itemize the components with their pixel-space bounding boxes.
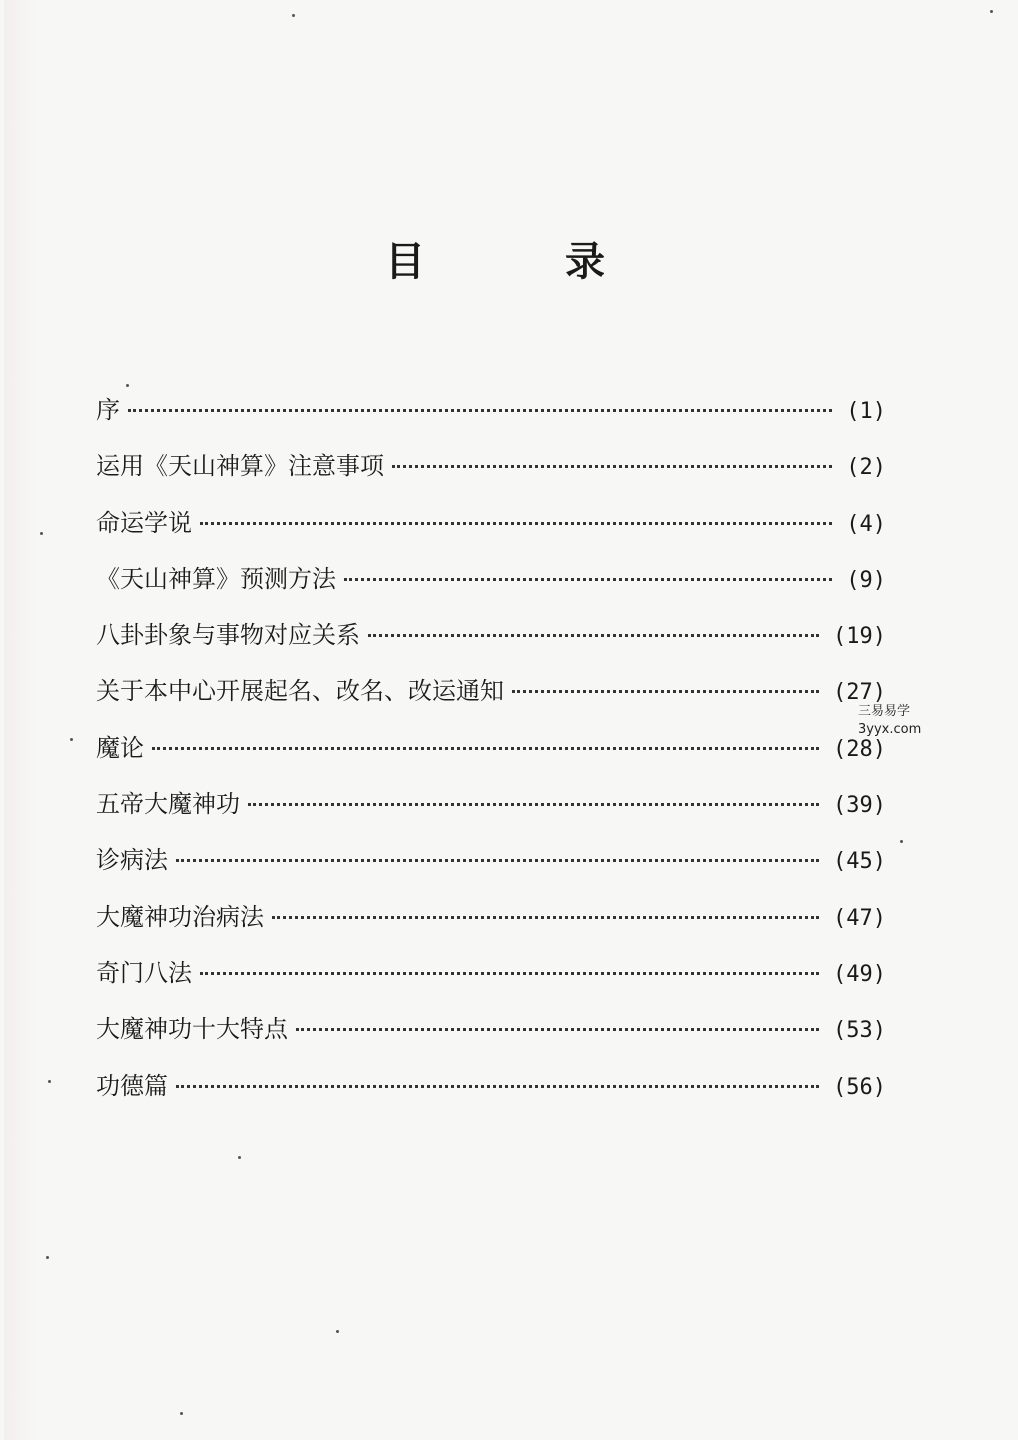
scan-speck — [126, 384, 129, 387]
toc-entry-label: 大魔神功十大特点 — [96, 1015, 288, 1044]
page-edge-shadow — [4, 0, 38, 1440]
scan-speck — [238, 1156, 241, 1159]
title-char-2: 录 — [565, 238, 605, 285]
scan-speck — [336, 1330, 339, 1333]
toc-entry-page: (49) — [833, 961, 886, 987]
toc-entry[interactable] — [96, 615, 886, 671]
scan-speck — [292, 14, 295, 17]
toc-entry-page: (2) — [846, 455, 886, 481]
toc-entry-label: 《天山神算》预测方法 — [96, 564, 336, 593]
page-title — [385, 228, 605, 288]
toc-entry-label: 序 — [96, 396, 120, 424]
toc-entry[interactable] — [96, 671, 886, 727]
toc-leader-dots — [392, 465, 832, 468]
toc-leader-dots — [200, 522, 832, 525]
toc-entry-label: 关于本中心开展起名、改名、改运通知 — [96, 677, 504, 706]
scan-speck — [180, 1412, 183, 1415]
toc-entry[interactable] — [96, 784, 886, 840]
toc-leader-dots — [128, 409, 832, 412]
toc-entry-page: (19) — [833, 624, 886, 650]
toc-entry-label: 奇门八法 — [96, 958, 192, 987]
toc-entry-label: 魔论 — [96, 733, 144, 762]
toc-leader-dots — [344, 578, 832, 581]
toc-entry[interactable] — [96, 840, 886, 896]
toc-entry-label: 运用《天山神算》注意事项 — [96, 452, 384, 481]
toc-entry-page: (45) — [833, 849, 886, 875]
scan-speck — [70, 738, 73, 741]
toc-entry[interactable] — [96, 897, 886, 953]
toc-leader-dots — [296, 1028, 819, 1031]
toc-entry[interactable] — [96, 1066, 886, 1122]
toc-entry-page: (28) — [833, 736, 886, 762]
toc-entry-page: (39) — [833, 793, 886, 819]
scan-speck — [900, 840, 903, 843]
toc-entry-label: 大魔神功治病法 — [96, 902, 264, 931]
toc-entry[interactable] — [96, 503, 886, 559]
scan-speck — [46, 1256, 49, 1259]
toc-entry[interactable] — [96, 559, 886, 615]
site-watermark — [858, 703, 921, 739]
toc-entry-page: (9) — [846, 567, 886, 593]
toc-leader-dots — [248, 803, 819, 806]
toc-entry-page: (47) — [833, 905, 886, 931]
toc-leader-dots — [176, 1085, 819, 1088]
scan-speck — [990, 10, 993, 13]
toc-entry-page: (53) — [833, 1018, 886, 1044]
title-char-1: 目 — [385, 238, 425, 285]
toc-entry[interactable] — [96, 1009, 886, 1065]
watermark-line-1: 三易易学 — [858, 704, 911, 719]
toc-entry-label: 五帝大魔神功 — [96, 790, 240, 819]
toc-leader-dots — [368, 634, 819, 637]
toc-entry-label: 诊病法 — [96, 846, 168, 875]
toc-entry-page: (1) — [846, 399, 886, 424]
toc-leader-dots — [200, 972, 819, 975]
scan-speck — [48, 1080, 51, 1083]
toc-leader-dots — [176, 859, 819, 862]
toc-entry-page: (56) — [833, 1074, 886, 1100]
toc-entry[interactable] — [96, 728, 886, 784]
toc-entry-page: (4) — [846, 511, 886, 537]
toc-entry[interactable] — [96, 446, 886, 502]
watermark-line-2: 3yyx.com — [858, 722, 922, 737]
toc-entry-page: (27) — [833, 680, 886, 706]
toc-entry[interactable] — [96, 390, 886, 446]
toc-entry-label: 八卦卦象与事物对应关系 — [96, 621, 360, 650]
toc-leader-dots — [512, 690, 819, 693]
toc-leader-dots — [152, 747, 819, 750]
toc-leader-dots — [272, 916, 819, 919]
toc-entry-label: 功德篇 — [96, 1071, 168, 1100]
toc-entry[interactable] — [96, 953, 886, 1009]
table-of-contents — [96, 390, 886, 1122]
scan-speck — [40, 532, 43, 535]
toc-entry-label: 命运学说 — [96, 508, 192, 537]
